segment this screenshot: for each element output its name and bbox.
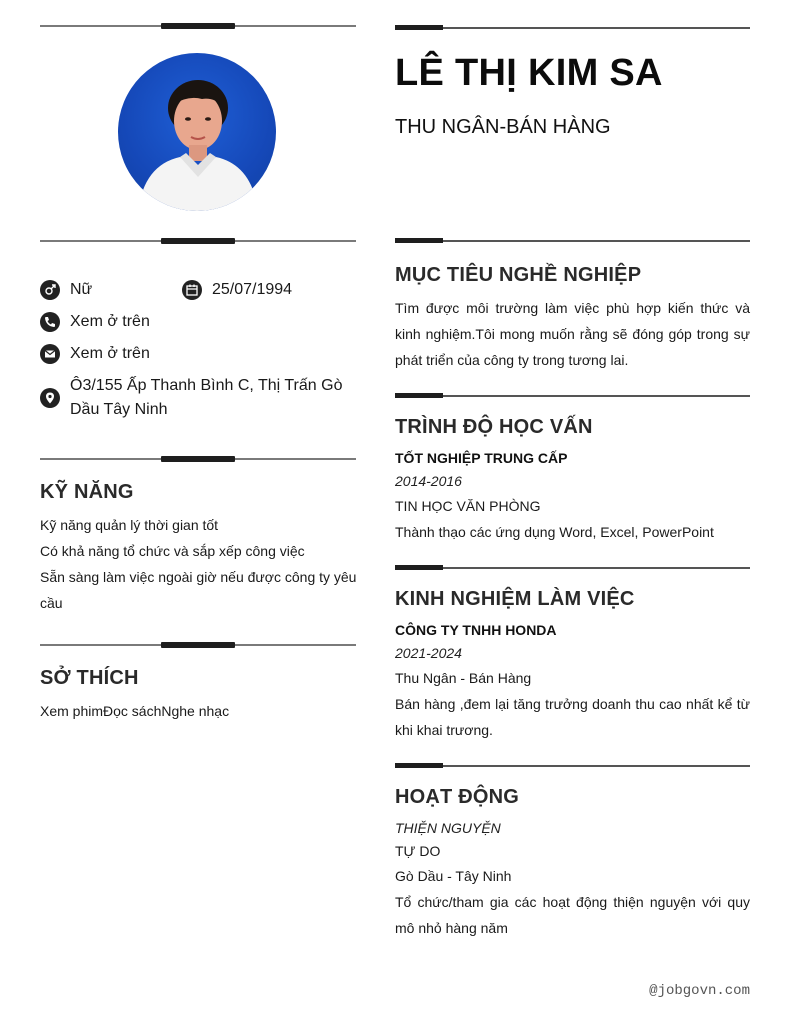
email-row bbox=[40, 342, 150, 366]
hobbies-title: SỞ THÍCH bbox=[40, 667, 139, 689]
skill-item: Kỹ năng quản lý thời gian tốt bbox=[40, 517, 219, 533]
candidate-role: THU NGÂN-BÁN HÀNG bbox=[395, 116, 611, 138]
skills-divider bbox=[40, 458, 356, 460]
objective-text: Tìm được môi trường làm việc phù hợp kiến thức và kinh nghiệm.Tôi mong muốn rằng sẽ đóng góp trong sự phát triển của công ty trong tương lai. bbox=[395, 300, 750, 368]
person-portrait bbox=[118, 53, 276, 211]
experience-divider bbox=[395, 567, 750, 569]
objective-title: MỤC TIÊU NGHỀ NGHIỆP bbox=[395, 264, 642, 286]
phone-icon bbox=[40, 312, 60, 332]
activity-location: Gò Dầu - Tây Ninh bbox=[395, 868, 512, 884]
location-pin-icon bbox=[40, 388, 60, 408]
activity-name: THIỆN NGUYỆN bbox=[395, 820, 501, 836]
hobbies-text: Xem phimĐọc sáchNghe nhạc bbox=[40, 703, 230, 719]
name-divider bbox=[395, 27, 750, 29]
education-degree: TỐT NGHIỆP TRUNG CẤP bbox=[395, 450, 568, 466]
gender-icon bbox=[40, 280, 60, 300]
email-value: Xem ở trên bbox=[70, 345, 150, 362]
experience-period: 2021-2024 bbox=[395, 645, 462, 661]
skill-item: Có khả năng tổ chức và sắp xếp công việc bbox=[40, 543, 305, 559]
education-description: Thành thạo các ứng dụng Word, Excel, PowerPoint bbox=[395, 524, 714, 540]
activity-description: Tổ chức/tham gia các hoạt động thiện nguyện với quy mô nhỏ hàng năm bbox=[395, 894, 750, 936]
experience-company: CÔNG TY TNHH HONDA bbox=[395, 622, 557, 638]
education-period: 2014-2016 bbox=[395, 473, 462, 489]
birthdate-row bbox=[182, 278, 292, 302]
experience-title: KINH NGHIỆM LÀM VIỆC bbox=[395, 588, 635, 610]
skills-list bbox=[40, 512, 358, 616]
photo-divider bbox=[40, 240, 356, 242]
footer-watermark: @jobgovn.com bbox=[649, 983, 750, 999]
skill-item: Sẵn sàng làm việc ngoài giờ nếu được công ty yêu cầu bbox=[40, 569, 357, 611]
education-title: TRÌNH ĐỘ HỌC VẤN bbox=[395, 416, 593, 438]
activity-organization: TỰ DO bbox=[395, 843, 441, 859]
activities-divider bbox=[395, 765, 750, 767]
objective-divider bbox=[395, 240, 750, 242]
phone-value: Xem ở trên bbox=[70, 313, 150, 330]
education-divider bbox=[395, 395, 750, 397]
activities-title: HOẠT ĐỘNG bbox=[395, 786, 520, 808]
education-major: TIN HỌC VĂN PHÒNG bbox=[395, 498, 541, 514]
candidate-name: LÊ THỊ KIM SA bbox=[395, 52, 663, 94]
skills-title: KỸ NĂNG bbox=[40, 481, 134, 503]
email-icon bbox=[40, 344, 60, 364]
experience-description: Bán hàng ,đem lại tăng trưởng doanh thu cao nhất kể từ khi khai trương. bbox=[395, 696, 750, 738]
profile-photo bbox=[118, 53, 276, 211]
calendar-icon bbox=[182, 280, 202, 300]
address-row bbox=[40, 374, 346, 422]
experience-position: Thu Ngân - Bán Hàng bbox=[395, 670, 532, 686]
birthdate-value: 25/07/1994 bbox=[212, 281, 293, 298]
address-value: Ô3/155 Ấp Thanh Bình C, Thị Trấn Gò Dầu Tây Ninh bbox=[70, 377, 343, 418]
hobbies-divider bbox=[40, 644, 356, 646]
top-divider-left bbox=[40, 25, 356, 27]
gender-value: Nữ bbox=[70, 281, 93, 298]
phone-row bbox=[40, 310, 150, 334]
gender-row bbox=[40, 278, 92, 302]
